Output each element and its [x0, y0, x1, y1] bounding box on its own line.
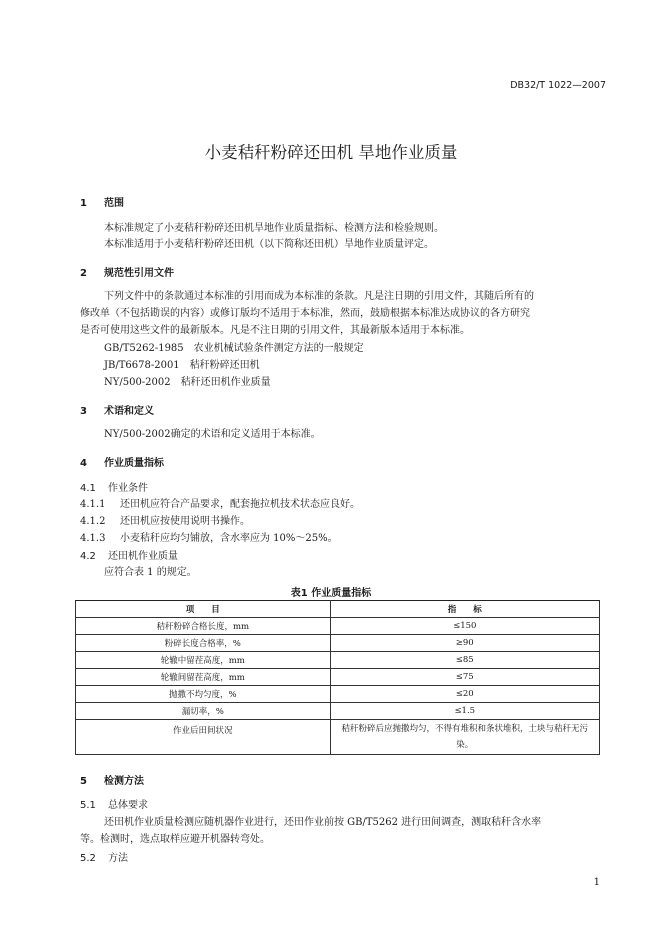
column-header-index: 指 标: [330, 601, 599, 618]
section-4-heading: [80, 454, 164, 469]
table-row: [76, 635, 600, 652]
subsection-number: 4.1: [80, 483, 96, 494]
section-title: 术语和定义: [104, 406, 154, 417]
paragraph: 本标准适用于小麦秸秆粉碎还田机（以下简称还田机）旱地作业质量评定。: [104, 239, 434, 250]
table-cell-value: ≤85: [330, 652, 599, 669]
table-header-row: [76, 601, 600, 618]
subsection-number: 5.2: [80, 853, 96, 864]
clause-text: 小麦秸秆应均匀铺放，含水率应为 10%～25%。: [120, 533, 338, 544]
table-cell-value: ≤75: [330, 669, 599, 686]
table-cell-value: ≤150: [330, 618, 599, 635]
subsection-number: 5.1: [80, 800, 96, 811]
clause-number: 4.1.1: [80, 499, 106, 510]
table-row: [76, 669, 600, 686]
section-number: 2: [80, 268, 87, 279]
subsection-4-2-heading: [80, 547, 178, 562]
clause-number: 4.1.3: [80, 533, 106, 544]
section-title: 范围: [104, 198, 124, 209]
quality-index-table: [75, 600, 600, 755]
section-title: 规范性引用文件: [104, 268, 174, 279]
table-cell-item: 粉碎长度合格率，%: [76, 635, 331, 652]
column-header-item: 项 目: [76, 601, 331, 618]
paragraph-line: 还田机作业质量检测应随机器作业进行，还田作业前按 GB/T5262 进行田间调查，测取秸秆含水率: [104, 817, 542, 828]
table-row: [76, 652, 600, 669]
table-cell-item: 漏切率，%: [76, 703, 331, 720]
section-title: 作业质量指标: [104, 458, 164, 469]
subsection-number: 4.2: [80, 551, 96, 562]
table-cell-value: ≤20: [330, 686, 599, 703]
paragraph: NY/500-2002确定的术语和定义适用于本标准。: [104, 429, 321, 440]
table-row: [76, 720, 600, 755]
table-row: [76, 686, 600, 703]
table-cell-item: 轮辙间留茬高度，mm: [76, 669, 331, 686]
table-caption: 表1 作业质量指标: [290, 588, 372, 599]
table-cell-value: 秸秆粉碎后应抛撒均匀，不得有堆积和条状堆积，土块与秸秆无污染。: [330, 720, 599, 755]
clause-text: 还田机应符合产品要求，配套拖拉机技术状态应良好。: [120, 499, 360, 510]
paragraph-line: 修改单（不包括勘误的内容）或修订版均不适用于本标准，然而，鼓励根据本标准达成协议的各方研究: [80, 308, 530, 319]
table-row: [76, 618, 600, 635]
paragraph: 本标准规定了小麦秸秆粉碎还田机旱地作业质量指标、检测方法和检验规则。: [104, 223, 444, 234]
section-title: 检测方法: [104, 776, 144, 787]
table-cell-item: 抛撒不均匀度，%: [76, 686, 331, 703]
reference-item: NY/500-2002 秸秆还田机作业质量: [104, 377, 271, 388]
clause-item: [80, 513, 250, 530]
section-1-heading: [80, 194, 124, 209]
section-number: 3: [80, 406, 87, 417]
table-cell-item: 秸秆粉碎合格长度，mm: [76, 618, 331, 635]
paragraph: 应符合表 1 的规定。: [104, 567, 197, 578]
section-number: 5: [80, 776, 87, 787]
section-number: 4: [80, 458, 87, 469]
clause-item: [80, 496, 360, 513]
section-2-heading: [80, 264, 174, 279]
document-title: 小麦秸秆粉碎还田机 旱地作业质量: [204, 143, 458, 162]
subsection-title: 总体要求: [108, 800, 148, 811]
subsection-5-1-heading: [80, 796, 148, 811]
clause-item: [80, 530, 338, 547]
table-row: [76, 703, 600, 720]
page-number: 1: [593, 877, 600, 888]
reference-item: JB/T6678-2001 秸秆粉碎还田机: [104, 360, 260, 371]
paragraph-line: 是否可使用这些文件的最新版本。凡是不注日期的引用文件，其最新版本适用于本标准。: [80, 325, 470, 336]
standard-code: DB32/T 1022—2007: [510, 80, 606, 91]
subsection-title: 方法: [108, 853, 128, 864]
table-cell-item: 轮辙中留茬高度，mm: [76, 652, 331, 669]
paragraph-line: 下列文件中的条款通过本标准的引用而成为本标准的条款。凡是注日期的引用文件，其随后所有的: [104, 291, 534, 302]
table-cell-value: ≥90: [330, 635, 599, 652]
reference-item: GB/T5262-1985 农业机械试验条件测定方法的一般规定: [104, 343, 364, 354]
section-3-heading: [80, 402, 154, 417]
subsection-4-1-heading: [80, 479, 148, 494]
subsection-title: 作业条件: [108, 483, 148, 494]
paragraph-line: 等。检测时，选点取样应避开机器转弯处。: [80, 834, 270, 845]
table-cell-item: 作业后田间状况: [76, 720, 331, 755]
subsection-title: 还田机作业质量: [108, 551, 178, 562]
subsection-5-2-heading: [80, 849, 128, 864]
clause-number: 4.1.2: [80, 516, 106, 527]
section-number: 1: [80, 198, 87, 209]
section-5-heading: [80, 772, 144, 787]
table-cell-value: ≤1.5: [330, 703, 599, 720]
clause-text: 还田机应按使用说明书操作。: [120, 516, 250, 527]
